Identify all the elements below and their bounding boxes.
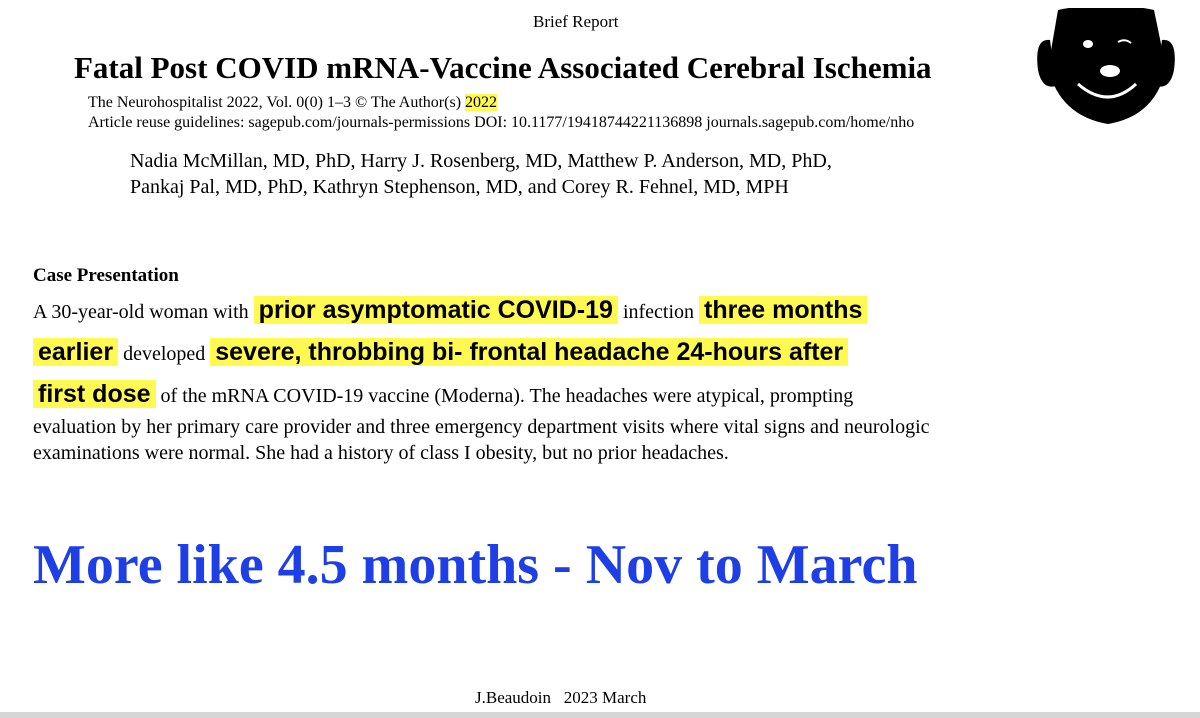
authors-line-1: Nadia McMillan, MD, PhD, Harry J. Rosenberg, MD, Matthew P. Anderson, MD, PhD,: [130, 150, 832, 172]
title-container: [74, 50, 1074, 90]
text-segment: infection: [622, 301, 695, 323]
citation-line: [88, 94, 497, 112]
reuse-line: Article reuse guidelines: sagepub.com/journals-permissions DOI: 10.1177/19418744221136898 journals.sagepub.com/home/nho: [88, 114, 915, 131]
highlight-segment: prior asymptomatic COVID-19: [254, 296, 618, 324]
bottom-scrollbar: [0, 712, 1200, 718]
text-line: examinations were normal. She had a history of class I obesity, but no prior headaches.: [33, 442, 729, 464]
citation-prefix: The Neurohospitalist 2022, Vol. 0(0) 1–3 © The Author(s): [88, 94, 462, 111]
highlight-segment: three months: [699, 296, 867, 324]
text-segment: of the mRNA COVID-19 vaccine (Moderna). The headaches were atypical, prompting: [160, 385, 854, 407]
footer-signature: J.Beaudoin 2023 March: [475, 688, 647, 707]
text-segment: A 30-year-old woman with: [33, 301, 249, 323]
highlight-segment: first dose: [33, 380, 156, 408]
authors-line-2: Pankaj Pal, MD, PhD, Kathryn Stephenson, MD, and Corey R. Fehnel, MD, MPH: [130, 176, 789, 198]
highlight-segment: severe, throbbing bi- frontal headache 24-hours after: [210, 338, 848, 366]
annotation-text: More like 4.5 months - Nov to March: [33, 534, 918, 596]
section-label: Brief Report: [533, 12, 619, 31]
highlight-segment: earlier: [33, 338, 118, 366]
dog-face-icon: [1032, 8, 1180, 126]
article-title: Fatal Post COVID mRNA-Vaccine Associated Cerebral Ischemia: [74, 50, 932, 85]
text-segment: developed: [123, 343, 206, 365]
text-line: evaluation by her primary care provider and three emergency department visits where vital signs and neurologic: [33, 416, 930, 438]
section-heading: Case Presentation: [33, 265, 179, 286]
citation-year: 2022: [465, 94, 498, 111]
